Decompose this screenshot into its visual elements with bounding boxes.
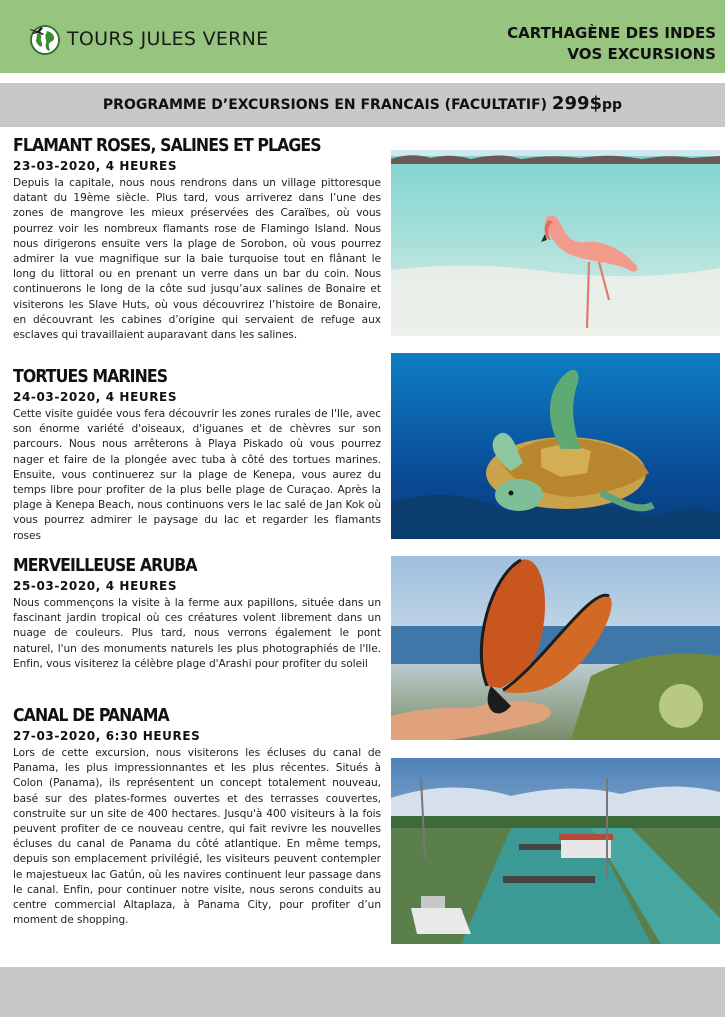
excursion-description: Depuis la capitale, nous nous rendrons dans un village pittoresque datant du 19ème siècle. Plus tard, vous arriverez dans l’une des zones de mangrove les mieux préservées des Caraïbes, où vous pourrez voir les nombreux flamants rose de Flamingo Island. Nous nous dirigerons ensuite vers la plage de Sorobon, où vous pourrez admirer la vue magnifique sur la baie turquoise tout en flânant le long du littoral ou en prenant un verre dans un bar du coin. Nous continuerons le long de la côte sud jusqu’aux salines de Bonaire et visiterons les Slave Huts, où vous découvrirez l’histoire de Bonaire, en découvrant les cabines d’origine qui servaient de refuge aux esclaves qui travaillaient auparavant dans les salines. [13, 177, 381, 342]
page-header [0, 0, 725, 73]
program-title: PROGRAMME D’EXCURSIONS EN FRANCAIS (FACULTATIF) [102, 97, 548, 113]
excursion-flamingo [13, 136, 381, 343]
program-heading [0, 93, 725, 114]
brand-logo [28, 22, 269, 56]
header-divider [0, 73, 725, 83]
butterfly-photo [391, 556, 720, 740]
globe-plane-icon [28, 22, 62, 56]
flamingo-photo [391, 150, 720, 336]
excursion-turtles [13, 367, 381, 544]
excursion-date: 24-03-2020, 4 HEURES [13, 390, 178, 404]
excursion-title: CANAL DE PANAMA [13, 706, 169, 726]
excursion-description: Lors de cette excursion, nous visiterons les écluses du canal de Panama, les plus impressionnantes et les plus récentes. Situés à Colon (Panama), ils représentent un concept totalement nouveau, basé sur des plates-formes ouvertes et des terrasses couvertes, construite sur un site de 400 hectares. Jusqu'à 400 visiteurs à la fois peuvent profiter de ce nouveau centre, qui fait revivre les nouvelles écluses du canal de Panama du côté atlantique. En même temps, depuis son emplacement privilégié, les visiteurs peuvent contempler le majestueux lac Gatún, où les navires continuent leur passage dans le canal. Enfin, pour continuer notre visite, nous serons conduits au centre commercial Altaplaza, à Panama City, pour profiter d’un moment de shopping. [13, 747, 381, 927]
excursion-description: Nous commençons la visite à la ferme aux papillons, située dans un fascinant jardin tropical où ces créatures volent librement dans un nuage de couleurs. Plus tard, nous verrons également le pont naturel, l'un des monuments naturels les plus photographiés de l'Ile. Enfin, vous visiterez la célèbre plage d'Arashi pour profiter du soleil [13, 597, 381, 670]
brand-name: TOURS JULES VERNE [67, 28, 269, 50]
program-band [0, 83, 725, 127]
page-footer [0, 967, 725, 1017]
sea-turtle-photo [391, 353, 720, 539]
program-price: 299$ [551, 93, 603, 114]
excursion-title: FLAMANT ROSES, SALINES ET PLAGES [13, 136, 321, 156]
destination-title [507, 23, 716, 65]
excursion-panama [13, 706, 381, 928]
program-price-unit: pp [602, 97, 623, 113]
excursion-date: 25-03-2020, 4 HEURES [13, 579, 178, 593]
destination-line-2: VOS EXCURSIONS [567, 45, 716, 63]
destination-line-1: CARTHAGÈNE DES INDES [507, 24, 716, 42]
excursion-date: 27-03-2020, 6:30 HEURES [13, 729, 201, 743]
panama-canal-photo [391, 758, 720, 944]
excursion-aruba [13, 556, 381, 672]
excursion-title: MERVEILLEUSE ARUBA [13, 556, 197, 576]
excursion-description: Cette visite guidée vous fera découvrir les zones rurales de l'Ile, avec son énorme variété d'oiseaux, d'iguanes et de chèvres sur son parcours. Nous nous arrêterons à Playa Piskado où vous pourrez nager et faire de la plongée avec tuba à côté des tortues marines. Ensuite, vous continuerez sur la plage de Kenepa, vous aurez du temps libre pour profiter de la plus belle plage de Curaçao. Après la plage à Kenepa Beach, nous continuons vers le lac salé de Jan Kok où vous pourrez admirer le paysage du lac et regarder les flamants roses [13, 408, 381, 542]
excursion-date: 23-03-2020, 4 HEURES [13, 159, 178, 173]
excursion-title: TORTUES MARINES [13, 367, 168, 387]
